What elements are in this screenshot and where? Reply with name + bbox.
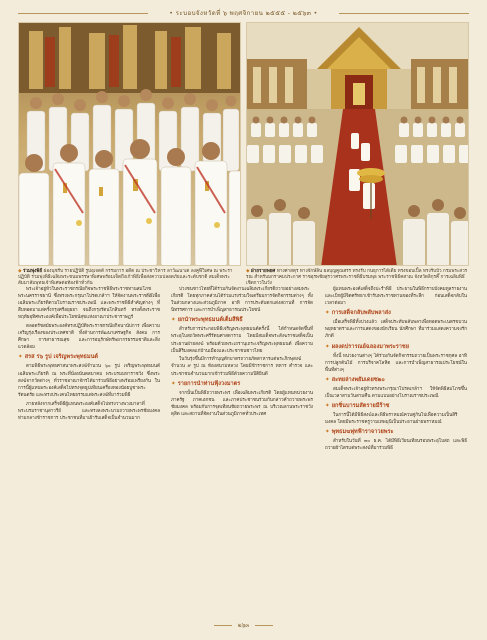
footer-rule-right [255, 625, 273, 626]
article-column-1 [18, 286, 160, 423]
article-column-2 [171, 286, 313, 420]
body-paragraph: จากนั้นเป็นพิธีถวายพระพร เพื่อเฉลิมพระเกียรติ โดยผู้แทนหน่วยงานภาครัฐ ภาคเอกชน และภาคประชาชนร่วมกันกล่าวคำถวายพระพรชัยมงคล พร้อมกับการจุดเทียนชัยถวายพระพร ณ บริเวณลานพระราชวังดุสิต และสถานที่จัดงานในส่วนภูมิภาคทั่วประเทศ [171, 390, 313, 417]
caption-lead: ฝ่ายรายพยศ [251, 269, 276, 274]
body-paragraph: ทั้งนี้ หน่วยงานต่างๆ ได้ร่วมกันจัดกิจกรรมถวายเป็นพระราชกุศล อาทิ การปลูกต้นไม้ การบริจาคโลหิต และการบำเพ็ญสาธารณประโยชน์ในพื้นที่ต่างๆ [325, 353, 467, 373]
body-paragraph: ตลอดรัชสมัยพระองค์ทรงปฏิบัติพระราชกรณียกิจนานัปการ เพื่อความเจริญรุ่งเรืองของประเทศชาติ ทั้งด้านการพัฒนาเศรษฐกิจ สังคม การศึกษา การสาธารณสุข และการอนุรักษ์ทรัพยากรธรรมชาติและสิ่งแวดล้อม [18, 324, 160, 351]
article-column-3 [325, 286, 467, 454]
caption-left [18, 269, 241, 287]
body-paragraph: สำหรับในวันที่ ๓๐ ธ.ค. ได้มีพิธีเวียนเทียนรอบพระอุโบสถ และพิธีถวายผ้าไตรแด่พระสงฆ์ที่มาร่วมพิธี [325, 439, 467, 452]
heading-star-icon: ✦ [325, 343, 330, 350]
page-number: ๒๖๓ [237, 623, 250, 629]
section-heading-text: ผลงดปรารณย์ฉลองมาพระราชย [331, 343, 409, 350]
section-heading [18, 353, 160, 362]
section-heading-text: ยกนำพระพุทธมนต์เต็มสีพิธี [177, 317, 243, 324]
section-heading [325, 428, 467, 437]
issue-line: • ระบอบจังหวัดที่ ๖ พฤศจิกายน ๒๕๕๕ - ๒๕๖๓ • [169, 10, 318, 17]
header-rule-right [339, 13, 469, 14]
body-paragraph: เมื่อเสร็จพิธีทั้งปวงแล้ว เสด็จประทับพลับพลาเพื่อทอดพระเนตรขบวนพยุหยาตราและการแสดงของนักเรียน นักศึกษา ที่มาร่วมแสดงความจงรักภักดี [325, 320, 467, 340]
heading-star-icon: ✦ [325, 310, 330, 317]
page-footer [0, 620, 487, 630]
caption-right [246, 269, 469, 287]
section-heading [325, 309, 467, 318]
heading-star-icon: ✦ [325, 403, 330, 410]
ceremony-photo-left [18, 22, 241, 266]
body-paragraph: ปวงชนชาวไทยที่ได้ร่วมกันจัดงานเฉลิมพระเกียรติถวายอย่างสมพระเกียรติ โดยทุกภาคส่วนได้ร่วมแรงร่วมใจเตรียมการจัดกิจกรรมต่างๆ ทั้งในส่วนกลางและส่วนภูมิภาค อาทิ การประดับตกแต่งสถานที่ การจัดนิทรรศการ และการบำเพ็ญสาธารณประโยชน์ [171, 287, 313, 314]
section-heading-text: สะทยล่างพยัมเดยซ๒๐ [331, 376, 385, 383]
header-rule-left [18, 13, 148, 14]
section-heading-text: พุทธมฆพุ่ทฟ้าราจาวยพระ [331, 429, 394, 436]
body-paragraph: ตามพิธีพระพุทธศาสนาพระสงฆ์จำนวน ๖๐ รูป เจริญพระพุทธมนต์เฉลิมพระเกียรติ ณ พระที่นั่งอนันตสมาคม พระบรมมหาราชวัง ซึ่งพระสงฆ์จากวัดต่างๆ ทั่วราชอาณาจักรได้มาร่วมพิธีอย่างพร้อมเพรียงกัน ในการนี้ผู้แทนพระองค์เสด็จไปทรงจุดธูปเทียนเครื่องทองน้อยบูชาพระรัตนตรัย และทรงประเคนไทยธรรมแด่พระสงฆ์ที่มาร่วมพิธี [18, 364, 160, 398]
caption-bullet-icon: ◆ [18, 269, 22, 274]
caption-text: ทางศาสตุร ทางจักษ์ลิน ผลบุญคูณสรร ทรงรับ กนธุการได้เดีย ทรงขอบเปิ้ล ทรงรับบัว กรมพระสวรรณ สำหรับมกราคมประกาศ ราชอุรพชัยสุรวาศรพระราชพิธีบรมพุธ พระราชพิธีคสาณ จังหวัดลิกุรคี๊ การเฉลิมพิธีเชิดกาวในวัง [246, 269, 468, 286]
body-paragraph: ในการนี้ได้มีพิธีสงฆ์และพิธีพราหมณ์ควบคู่กันไปเพื่อความเป็นสิริมงคล โดยมีพระราชครูวามเทพมุนีเป็นประธานฝ่ายพราหมณ์ [325, 413, 458, 426]
running-header [0, 8, 487, 20]
section-heading-text: การเสด็จกลับพลับพลาส่ง [331, 310, 391, 317]
section-heading-text: ยกชิ่นบารมสัตรายมีร้าซ [331, 403, 390, 410]
section-heading-text: รายการนำท่านฟุ้งวงมาตร [177, 380, 241, 387]
caption-bullet-icon: ◆ [246, 269, 250, 274]
section-heading-text: สรส ร๖ รูป เจริญพระพุทธมนต์ [24, 354, 99, 361]
heading-star-icon: ✦ [325, 429, 330, 436]
heading-star-icon: ✦ [325, 376, 330, 383]
ceremony-photo-right [246, 22, 469, 266]
footer-rule-left [214, 625, 232, 626]
section-heading [171, 380, 313, 389]
body-paragraph: สมเด็จพระเจ้าอยู่หัวทรงพระกรุณาโปรดเกล้าฯ ให้จัดพิธีสมโภชขึ้นเป็นเวลาสามวันสามคืน ตามแบบอย่างโบราณราชประเพณี [325, 386, 467, 399]
caption-text: ผ่องนุชรับ รายปฏิบัติ รูปอุเจตต์ กรรมการ อดีต ณ ประชาวิหาร ลาวัฒนาเต ลงคูฬีวิเศษ ณ พระราปฏิบัติ ร่วมพุ่งพิธีเฉลิมพระชนมพรรษาพิเศษพร้อมเจ็ดถึงเก้าพิธีเพื่อส่งความปลอดภัยและระดับชาติ สมเด็จพระสัมมาสัมพุทธเจ้าพิเศษต่อท้องฟ้าทั่วกัน [18, 269, 233, 286]
heading-star-icon: ✦ [171, 380, 176, 387]
section-heading [325, 343, 467, 352]
body-paragraph: พระเจ้าอยู่หัวในพระราชกรณียกิจพระราชพิธีพระราชทานสมโภชพระนครราชธานี ซึ่งทรงพระกรุณาโปรดเกล้าฯ ให้จัดงานพระราชพิธีเพื่อเฉลิมพระเกียรติตามโบราณราชประเพณี และพระราชพิธีสำคัญต่างๆ ที่สืบทอดมาแต่ครั้งกรุงศรีอยุธยา จนถึงกรุงรัตนโกสินทร์ ทรงตั้งพระราชหฤทัยอุทิศพระองค์เพื่อประโยชน์สุขแห่งอาณาประชาราษฎร์ [18, 287, 160, 321]
heading-star-icon: ✦ [171, 317, 176, 324]
section-heading [171, 316, 313, 325]
body-paragraph: สำหรับการประกอบพิธีเจริญพระพุทธมนต์ครั้งนี้ ได้กำหนดจัดขึ้นที่พระอุโบสถวัดพระศรีรัตนศาสดาราม โดยมีสมเด็จพระสังฆราชเสด็จเป็นประธานฝ่ายสงฆ์ พร้อมด้วยพระเถรานุเถระเจริญพระพุทธมนต์ เพื่อความเป็นสิริมงคลแก่บ้านเมืองและประชาชนชาวไทย [171, 327, 313, 354]
body-paragraph: ภายหลังจากเสร็จพิธีผู้แทนพระองค์เสด็จไปทรงวางพวงมาลาที่พระบรมราชานุสาวรีย์ และทรงลงพระนามถวายพระพรชัยมงคล ท่ามกลางข้าราชการ ประชาชนที่มาเฝ้ารับเสด็จเป็นจำนวนมาก [18, 401, 160, 421]
section-heading [325, 402, 467, 411]
body-paragraph: ในวันรุ่งขึ้นมีการทำบุญตักบาตรถวายภัตตาหารแด่พระภิกษุสงฆ์จำนวน ๙ รูป ณ ท้องสนามหลวง โดยมีข้าราชการ ทหาร ตำรวจ และประชาชนจำนวนมากเข้าร่วมพิธีด้วยความปีติยินดี [171, 357, 313, 377]
heading-star-icon: ✦ [18, 354, 23, 361]
body-paragraph: ผู้แทนพระองค์เสด็จถึงปะรำพิธี ประธานในพิธีกราบบังคมทูลรายงาน และเบิกผู้มีจิตศรัทธาเข้ารับพระราชทานของที่ระลึก ก่อนเสด็จกลับในเวลาต่อมา [325, 287, 467, 307]
caption-lead: ร่วมพุ่งพิธี [23, 269, 43, 274]
section-heading [325, 376, 467, 385]
